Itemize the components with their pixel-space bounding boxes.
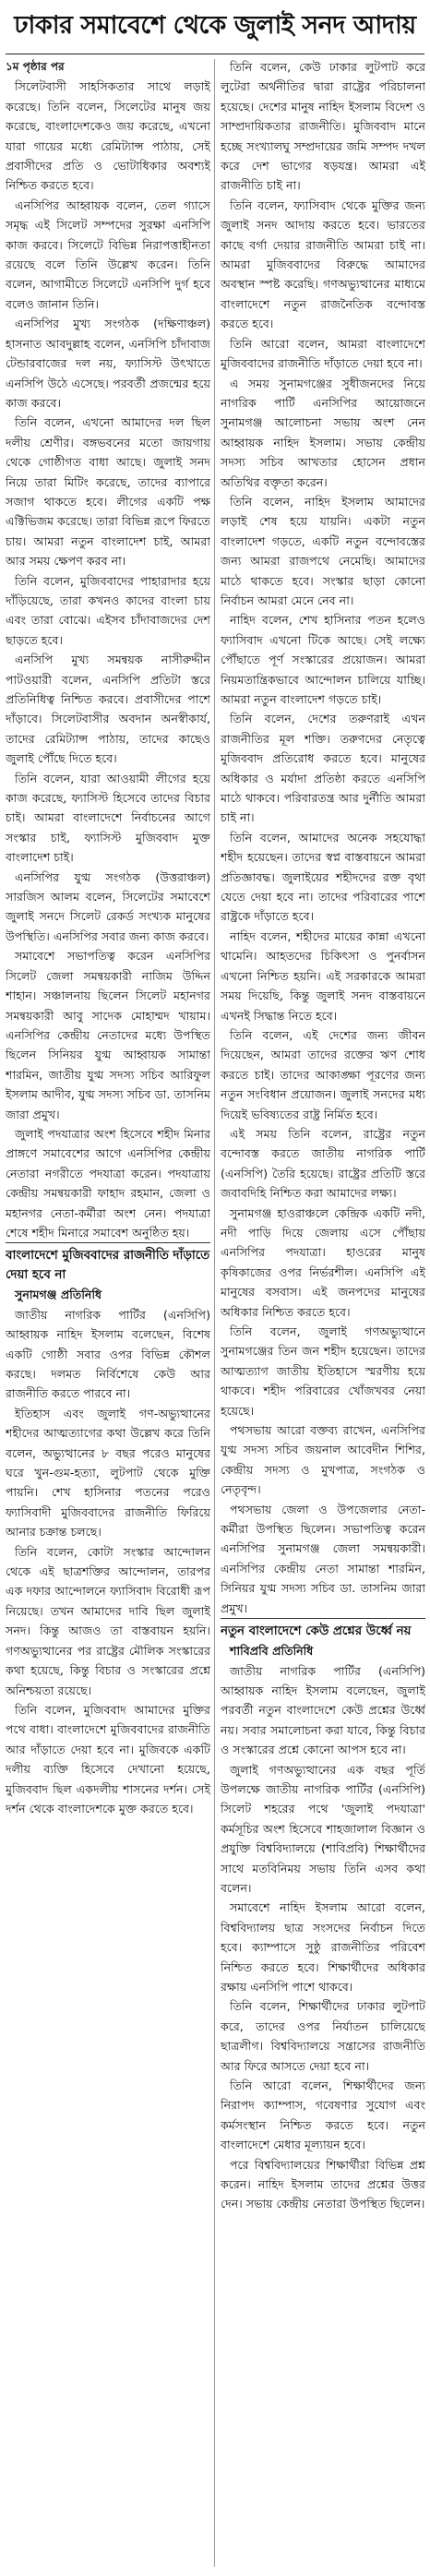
- section-heading-new-bangladesh: নতুন বাংলাদেশে কেউ প্রশ্নের উর্ধ্বে নয়: [221, 1618, 425, 1641]
- paragraph: তিনি বলেন, শিক্ষার্থীদের ঢাকার লুটপাট করে, তাদের ওপর নির্যাতন চালিয়েছে ছাত্রলীগ। বিশ্ববিদ্যালয়ে সন্ত্রাসের রাজনীতি আর ফিরে আসতে দেয়া হবে না।: [221, 1999, 425, 2073]
- right-column: [221, 57, 425, 2569]
- right-section-body: [221, 1661, 425, 2214]
- headline: ঢাকার সমাবেশে থেকে জুলাই সনদ আদায়: [14, 10, 416, 40]
- paragraph: পরে বিশ্ববিদ্যালয়ের শিক্ষার্থীরা বিভিন্ন প্রশ্ন করেন। নাহিদ ইসলাম তাদের প্রশ্নের উত্তর দেন। সভায় কেন্দ্রীয় নেতারা উপস্থিত ছিলেন।: [221, 2157, 425, 2211]
- left-column: [6, 57, 210, 2569]
- paragraph: সমাবেশে নাহিদ ইসলাম আরো বলেন, বিশ্ববিদ্যালয় ছাত্র সংসদের নির্বাচন দিতে হবে। ক্যাম্পাসে সুষ্ঠু রাজনীতির পরিবেশ নিশ্চিত করতে হবে। শিক্ষার্থীদের অধিকার রক্ষায় এনসিপি পাশে থাকবে।: [221, 1900, 425, 1994]
- paragraph: তিনি বলেন, মুজিববাদের পাহারাদার হয়ে দাঁড়িয়েছে, তারা কখনও কাদের বাংলা চায় এবং তারা বোঝে। এইসব চাঁদাবাজদের দেশ ছাড়তে হবে।: [6, 573, 210, 647]
- paragraph: তিনি বলেন, এই দেশের জন্য জীবন দিয়েছেন, আমরা তাদের রক্তের ঋণ শোধ করতে চাই। তাদের আকাঙ্ক্ষা পূরণের জন্য নতুন সংবিধান প্রয়োজন। জুলাই সনদের মধ্য দিয়েই ভবিষ্যতের রাষ্ট্র নির্মিত হবে।: [221, 1027, 425, 1121]
- dateline-shabiprobi: শাবিপ্রবি প্রতিনিধি: [230, 1644, 314, 1659]
- left-section-body: [6, 1305, 210, 1819]
- paragraph: তিনি বলেন, কোটা সংস্কার আন্দোলন থেকে এই ছাত্রশক্তির আন্দোলন, তারপর এক দফার আন্দোলনে ফ্যাসিবাদ বিরোধী রূপ নিয়েছে। তখন আমাদের দাবি ছিল জুলাই সনদ। কিন্তু আজও তা বাস্তবায়ন হয়নি। গণঅভ্যুত্থানের পর রাষ্ট্রের মৌলিক সংস্কারের কথা হয়েছে, কিন্তু বিচার ও সংস্কারের প্রশ্নে অনিশ্চয়তা রয়েছে।: [6, 1544, 210, 1697]
- paragraph: তিনি আরো বলেন, শিক্ষার্থীদের জন্য নিরাপদ ক্যাম্পাস, গবেষণার সুযোগ এবং কর্মসংস্থান নিশ্চিত করতে হবে। নতুন বাংলাদেশে মেধার মূল্যায়ন হবে।: [221, 2079, 425, 2152]
- paragraph: সমাবেশে সভাপতিত্ব করেন এনসিপির সিলেট জেলা সমন্বয়কারী নাজিম উদ্দিন শাহান। সঞ্চালনায় ছিলেন সিলেট মহানগর সমন্বয়কারী আবু সাদেক মোহাম্মদ খায়াম। এনসিপির কেন্দ্রীয় নেতাদের মধ্যে উপস্থিত ছিলেন সিনিয়র যুগ্ম আহ্বায়ক সামান্তা শারমিন, জাতীয় যুগ্ম সদস্য সচিব আরিফুল ইসলাম আদীব, যুগ্ম সদস্য সচিব ডা. তাসনিম জারা প্রমুখ।: [6, 949, 210, 1121]
- paragraph: সুনামগঞ্জ হাওরাঞ্চলে কেন্দ্রিক একটি নদী, নদী পাড়ি দিয়ে জেলায় এসে পৌঁছায় এনসিপির পদযাত্রা। হাওরের মানুষ কৃষিকাজের ওপর নির্ভরশীল। এনসিপি এই মানুষের বসবাস। এই জনপদের মানুষের অধিকার নিশ্চিত করতে হবে।: [221, 1205, 425, 1319]
- paragraph: তিনি বলেন, নাহিদ ইসলাম আমাদের লড়াই শেষ হয়ে যায়নি। একটা নতুন বাংলাদেশ গড়তে, একটি নতুন বন্দোবস্তের জন্য আমরা রাজপথে নেমেছি। আমাদের মাঠে থাকতে হবে। সংস্কার ছাড়া কোনো নির্বাচন আমরা মেনে নেব না।: [221, 494, 425, 607]
- paragraph: তিনি বলেন, জুলাই গণঅভ্যুত্থানে সুনামগঞ্জের তিন জন শহীদ হয়েছেন। তাদের আত্মত্যাগ জাতীয় ইতিহাসে স্মরণীয় হয়ে থাকবে। শহীদ পরিবারের খোঁজখবর নেয়া হয়েছে।: [221, 1324, 425, 1418]
- paragraph: তিনি বলেন, এখনো আমাদের দল ছিল দলীয় শ্রেণীর। বঙ্গভবনের মতো জায়গায় থেকে গোষ্ঠীগত বাধা আছে। জুলাই সনদ নিয়ে তারা মিটিং করেছে, তাদের ব্যাপারে সজাগ থাকতে হবে। লীগের একটি পক্ষ এক্টিভিজম করেছে। তারা বিভিন্ন রূপে ফিরতে চায়। আমরা নতুন বাংলাদেশ চাই, আমরা আর সময় ক্ষেপণ করব না।: [6, 415, 210, 569]
- paragraph: তিনি বলেন, মুজিববাদ আমাদের মুক্তির পথে বাধা। বাংলাদেশে মুজিববাদের রাজনীতি আর দাঁড়াতে দেয়া হবে না। মুজিবকে একটি দলীয় ব্যক্তি হিসেবে দেখানো হয়েছে, মুজিববাদ ছিল একদলীয় শাসনের দর্শন। সেই দর্শন থেকে বাংলাদেশকে মুক্ত করতে হবে।: [6, 1702, 210, 1815]
- paragraph: তিনি বলেন, কেউ ঢাকার লুটপাট করে লুটেরা অর্থনীতির দ্বারা রাষ্ট্রের পরিচালনা হয়েছে। দেশের মানুষ নাহিদ ইসলাম বিদেশ ও সাম্প্রদায়িকতার রাজনীতি। মুজিববাদ মানে হচ্ছে সংখ্যালঘু সম্প্রদায়ের জমি সম্পদ দখল করে দেশ ভাগের ষড়যন্ত্র। আমরা এই রাজনীতি চাই না।: [221, 60, 425, 193]
- paragraph: এনসিপির যুগ্ম সংগঠক (উত্তরাঞ্চল) সারজিস আলম বলেন, সিলেটের সমাবেশে জুলাই সনদে সিলেট রেকর্ড সংখ্যক মানুষের উপস্থিতি। এনসিপির সবার জন্য কাজ করবে।: [6, 869, 210, 943]
- paragraph: জুলাই পদযাত্রার অংশ হিসেবে শহীদ মিনার প্রাঙ্গণে সমাবেশের আগে এনসিপির কেন্দ্রীয় নেতারা নগরীতে পদযাত্রা করেন। পদযাত্রায় কেন্দ্রীয় সমন্বয়কারী ফাহাদ রহমান, জেলা ও মহানগর নেতা-কর্মীরা অংশ নেন। পদযাত্রা শেষে শহীদ মিনারে সমাবেশ অনুষ্ঠিত হয়।: [6, 1126, 210, 1240]
- dateline: [6, 1285, 210, 1304]
- paragraph: পথসভায় জেলা ও উপজেলার নেতা-কর্মীরা উপস্থিত ছিলেন। সভাপতিত্ব করেন এনসিপির সুনামগঞ্জ জেলা সমন্বয়কারী। এনসিপির কেন্দ্রীয় নেতা সামান্তা শারমিন, সিনিয়র যুগ্ম সদস্য সচিব ডা. তাসনিম জারা প্রমুখ।: [221, 1502, 425, 1615]
- right-article-body: [221, 57, 425, 1204]
- dateline: [221, 1641, 425, 1660]
- dateline-sunamganj: সুনামগঞ্জ প্রতিনিধি: [15, 1288, 102, 1302]
- paragraph: তিনি বলেন, ফ্যাসিবাদ থেকে মুক্তির জন্য জুলাই সনদ আদায় করতে হবে। ভারতের কাছে বর্গা দেয়ার রাজনীতি আমরা চাই না। আমরা মুজিববাদের বিরুদ্ধে আমাদের অবস্থান স্পষ্ট করেছি। গণঅভ্যুত্থানের মাধ্যমে বাংলাদেশে নতুন রাজনৈতিক বন্দোবস্ত করতে হবে।: [221, 198, 425, 331]
- paragraph: ইতিহাস এবং জুলাই গণ-অভ্যুত্থানের শহীদের আত্মত্যাগের কথা উল্লেখ করে তিনি বলেন, অভ্যুত্থানের ৮ বছর পরেও মানুষের ঘরে খুন-গুম-হত্যা, লুটপাট থেকে মুক্তি পায়নি। শেখ হাসিনার পতনের পরেও ফ্যাসিবাদী মুজিববাদের রাজনীতি ফিরিয়ে আনার চক্রান্ত চলছে।: [6, 1406, 210, 1540]
- paragraph: এনসিপির মুখ্য সংগঠক (দক্ষিণাঞ্চল) হাসনাত আবদুল্লাহ বলেন, এনসিপি চাঁদাবাজ টেন্ডারবাজের দল নয়, ফ্যাসিস্ট উৎখাতে এনসিপি উঠে এসেছে। পরবর্তী প্রজন্মের হয়ে কাজ করবে।: [6, 317, 210, 410]
- continued-from-label: ১ম পৃষ্ঠার পর: [6, 60, 65, 73]
- paragraph: নাহিদ বলেন, শেখ হাসিনার পতন হলেও ফ্যাসিবাদ এখনো টিকে আছে। সেই লক্ষ্যে পৌঁছাতে পূর্ণ সংস্কারের প্রয়োজন। আমরা নিয়মতান্ত্রিকভাবে আন্দোলন চালিয়ে যাচ্ছি। আমরা নতুন বাংলাদেশ গড়তে চাই।: [221, 613, 425, 706]
- paragraph: জাতীয় নাগরিক পার্টির (এনসিপি) আহ্বায়ক নাহিদ ইসলাম বলেছেন, বিশেষ একটি গোষ্ঠী সবার ওপর বিভিন্ন কৌশল করছে। দলমত নির্বিশেষে কেউ আর রাজনীতি করতে পারবে না।: [6, 1307, 210, 1401]
- paragraph: তিনি বলেন, যারা আওয়ামী লীগের হয়ে কাজ করেছে, ফ্যাসিস্ট হিসেবে তাদের বিচার চাই। আমরা বাংলাদেশে নির্বাচনের আগে সংস্কার চাই, ফ্যাসিস্ট মুজিববাদ মুক্ত বাংলাদেশ চাই।: [6, 771, 210, 865]
- left-article-body: [6, 77, 210, 1242]
- section-heading-mujibbad: বাংলাদেশে মুজিববাদের রাজনীতি দাঁড়াতে দেয়া হবে না: [6, 1242, 210, 1285]
- paragraph: এই সময় তিনি বলেন, রাষ্ট্রের নতুন বন্দোবস্ত করতে জাতীয় নাগরিক পার্টি (এনসিপি) তৈরি হয়েছে। রাষ্ট্রের প্রতিটি স্তরে জবাবদিহি নিশ্চিত করা আমাদের লক্ষ্য।: [221, 1126, 425, 1201]
- paragraph: জুলাই গণঅভ্যুত্থানের এক বছর পূর্তি উপলক্ষে জাতীয় নাগরিক পার্টির (এনসিপি) সিলেট শহরের পথে 'জুলাই পদযাত্রা' কর্মসূচির অংশ হিসেবে শাহজালাল বিজ্ঞান ও প্রযুক্তি বিশ্ববিদ্যালয়ে (শাবিপ্রবি) শিক্ষার্থীদের সাথে মতবিনিময় সভায় তিনি এসব কথা বলেন।: [221, 1762, 425, 1895]
- right-sub-body: [221, 1204, 425, 1619]
- column-divider: [214, 59, 215, 2567]
- paragraph: এনসিপি মুখ্য সমন্বয়ক নাসীরুদ্দীন পাটওয়ারী বলেন, এনসিপি প্রতিটা স্তরে প্রতিনিধিত্ব নিশ্চিত করবে। প্রবাসীদের পাশে দাঁড়াবে। সিলেটবাসীর অবদান অনস্বীকার্য, তাদের রেমিট্যান্স পাঠায়, তাদের কাছেও জুলাই পৌঁছে দিতে হবে।: [6, 653, 210, 766]
- paragraph: নাহিদ বলেন, শহীদের মায়ের কান্না এখনো থামেনি। আহতদের চিকিৎসা ও পুনর্বাসন এখনো নিশ্চিত হয়নি। এই সরকারকে আমরা সময় দিয়েছি, কিন্তু জুলাই সনদ বাস্তবায়নে এখনই সিদ্ধান্ত নিতে হবে।: [221, 929, 425, 1023]
- paragraph: তিনি বলেন, দেশের তরুণরাই এখন রাজনীতির মূল শক্তি। তরুণদের নেতৃত্বে মুজিববাদ প্রতিরোধ করতে হবে। মানুষের অধিকার ও মর্যাদা প্রতিষ্ঠা করতে এনসিপি মাঠে থাকবে। পরিবারতন্ত্র আর দুর্নীতি আমরা চাই না।: [221, 712, 425, 825]
- paragraph: এ সময় সুনামগঞ্জের সুধীজনদের নিয়ে নাগরিক পার্টি এনসিপির আয়োজনে সুনামগঞ্জ আলোচনা সভায় অংশ নেন আহ্বায়ক নাহিদ ইসলাম। সভায় কেন্দ্রীয় সদস্য সচিব আখতার হোসেন প্রধান অতিথির বক্তৃতা করেন।: [221, 376, 425, 489]
- paragraph: এনসিপির আহ্বায়ক বলেন, তেল গ্যাসে সমৃদ্ধ এই সিলেট সম্পদের সুরক্ষা এনসিপি কাজ করবে। সিলেটে বিভিন্ন নিরাপত্তাহীনতা রয়েছে বলে তিনি উল্লেখ করেন। তিনি বলেন, আগামীতে সিলেটে এনসিপি দুর্গ হবে বলেও জানান তিনি।: [6, 198, 210, 311]
- paragraph: পথসভায় আরো বক্তব্য রাখেন, এনসিপির যুগ্ম সদস্য সচিব জয়নাল আবেদীন শিশির, কেন্দ্রীয় সদস্য ও মুখপাত্র, সংগঠক ও নেতৃবৃন্দ।: [221, 1423, 425, 1497]
- paragraph: তিনি বলেন, আমাদের অনেক সহযোদ্ধা শহীদ হয়েছেন। তাদের স্বপ্ন বাস্তবায়নে আমরা প্রতিজ্ঞাবদ্ধ। জুলাইয়ের শহীদদের রক্ত বৃথা যেতে দেয়া হবে না। তাদের পরিবারের পাশে রাষ্ট্রকে দাঁড়াতে হবে।: [221, 830, 425, 924]
- paragraph: তিনি আরো বলেন, আমরা বাংলাদেশে মুজিববাদের রাজনীতি দাঁড়াতে দেয়া হবে না।: [221, 336, 425, 371]
- paragraph: জাতীয় নাগরিক পার্টির (এনসিপি) আহ্বায়ক নাহিদ ইসলাম বলেছেন, জুলাই পরবর্তী নতুন বাংলাদেশে কেউ প্রশ্নের উর্ধ্বে নয়। সবার সমালোচনা করা যাবে, কিন্তু বিচার ও সংস্কারের প্রশ্নে কোনো আপস হবে না।: [221, 1663, 425, 1757]
- paragraph: সিলেটবাসী সাহসিকতার সাথে লড়াই করেছে। তিনি বলেন, সিলেটের মানুষ জয় করেছে, বাংলাদেশকেও জয় করেছে, এখনো যারা গায়ের মধ্যে রেমিট্যান্স পাঠায়, সেই প্রবাসীদের প্রতি ও ভোটাধিকার অবশ্যই নিশ্চিত করতে হবে।: [6, 79, 210, 193]
